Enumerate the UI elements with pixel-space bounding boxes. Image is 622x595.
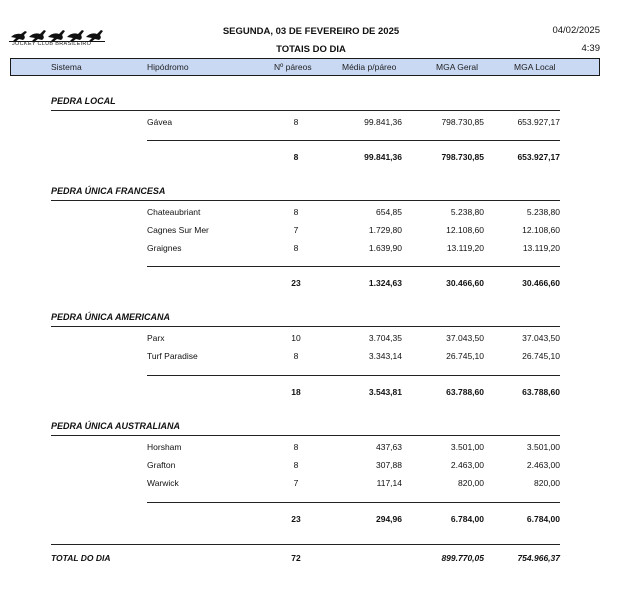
col-sistema: Sistema [51,62,82,72]
col-pareos: Nº páreos [274,62,312,72]
grand-total-mga-geral: 899.770,05 [441,553,484,563]
row-pareos: 8 [293,207,299,217]
row-mga-local: 13.119,20 [522,243,560,253]
row-media: 1.639,90 [368,243,402,253]
subtotal-divider [147,502,560,503]
row-pareos: 8 [293,460,299,470]
row-mga-local: 2.463,00 [526,460,560,470]
row-media: 99.841,36 [364,117,402,127]
row-mga-local: 5.238,80 [526,207,560,217]
section-title: PEDRA ÚNICA AMERICANA [51,312,170,322]
grand-total-divider [51,544,560,545]
col-media: Média p/páreo [342,62,397,72]
subtotal-divider [147,140,560,141]
subtotal-divider [147,375,560,376]
section-divider [51,110,560,111]
subtotal-mga-local: 63.788,60 [522,387,560,397]
row-mga-geral: 2.463,00 [450,460,484,470]
row-pareos: 8 [293,243,299,253]
row-pareos: 8 [293,351,299,361]
section-divider [51,435,560,436]
row-pareos: 7 [293,478,299,488]
report-title: SEGUNDA, 03 DE FEVEREIRO DE 2025 [222,26,400,37]
subtotal-mga-geral: 6.784,00 [450,514,484,524]
row-mga-geral: 26.745,10 [446,351,484,361]
section-divider [51,200,560,201]
row-media: 1.729,80 [368,225,402,235]
row-media: 3.343,14 [368,351,402,361]
row-mga-geral: 12.108,60 [446,225,484,235]
row-pareos: 7 [293,225,299,235]
row-mga-geral: 5.238,80 [450,207,484,217]
subtotal-media: 99.841,36 [364,152,402,162]
row-mga-local: 26.745,10 [522,351,560,361]
col-mga-local: MGA Local [514,62,556,72]
row-mga-local: 3.501,00 [526,442,560,452]
report-date: 04/02/2025 [552,25,600,36]
subtotal-pareos: 23 [291,278,301,288]
row-hipodromo: Turf Paradise [147,351,198,361]
section-title: PEDRA ÚNICA FRANCESA [51,186,166,196]
row-hipodromo: Graignes [147,243,182,253]
grand-total-label: TOTAL DO DIA [51,553,111,563]
row-mga-geral: 37.043,50 [446,333,484,343]
row-mga-local: 37.043,50 [522,333,560,343]
row-mga-local: 12.108,60 [522,225,560,235]
subtotal-media: 1.324,63 [368,278,402,288]
grand-total-pareos: 72 [291,553,301,563]
row-mga-geral: 13.119,20 [446,243,484,253]
subtotal-pareos: 23 [291,514,301,524]
subtotal-pareos: 18 [291,387,301,397]
row-media: 437,63 [376,442,402,452]
row-hipodromo: Warwick [147,478,179,488]
row-hipodromo: Grafton [147,460,176,470]
row-hipodromo: Parx [147,333,165,343]
row-media: 3.704,35 [368,333,402,343]
logo-text: JOCKEY CLUB BRASILEIRO [12,41,92,47]
row-pareos: 10 [291,333,301,343]
subtotal-pareos: 8 [293,152,299,162]
row-media: 307,88 [376,460,402,470]
col-mga-geral: MGA Geral [436,62,479,72]
row-mga-geral: 798.730,85 [441,117,484,127]
subtotal-mga-local: 30.466,60 [522,278,560,288]
row-pareos: 8 [293,117,299,127]
subtotal-mga-geral: 63.788,60 [446,387,484,397]
row-pareos: 8 [293,442,299,452]
section-title: PEDRA LOCAL [51,96,116,106]
grand-total-mga-local: 754.966,37 [517,553,560,563]
col-hipodromo: Hipódromo [147,62,189,72]
report-subtitle: TOTAIS DO DIA [276,44,346,55]
row-media: 117,14 [376,478,402,488]
subtotal-divider [147,266,560,267]
section-divider [51,326,560,327]
subtotal-mga-local: 6.784,00 [526,514,560,524]
row-mga-geral: 3.501,00 [450,442,484,452]
subtotal-mga-local: 653.927,17 [517,152,560,162]
row-mga-local: 653.927,17 [517,117,560,127]
report-time: 4:39 [581,43,600,54]
section-title: PEDRA ÚNICA AUSTRALIANA [51,421,180,431]
subtotal-media: 3.543,81 [368,387,402,397]
row-media: 654,85 [376,207,402,217]
subtotal-mga-geral: 798.730,85 [441,152,484,162]
row-hipodromo: Gávea [147,117,173,127]
row-hipodromo: Horsham [147,442,182,452]
row-hipodromo: Cagnes Sur Mer [147,225,209,235]
row-mga-geral: 820,00 [458,478,484,488]
subtotal-media: 294,96 [376,514,402,524]
column-header-bar [10,58,600,76]
row-hipodromo: Chateaubriant [147,207,201,217]
row-mga-local: 820,00 [534,478,560,488]
subtotal-mga-geral: 30.466,60 [446,278,484,288]
